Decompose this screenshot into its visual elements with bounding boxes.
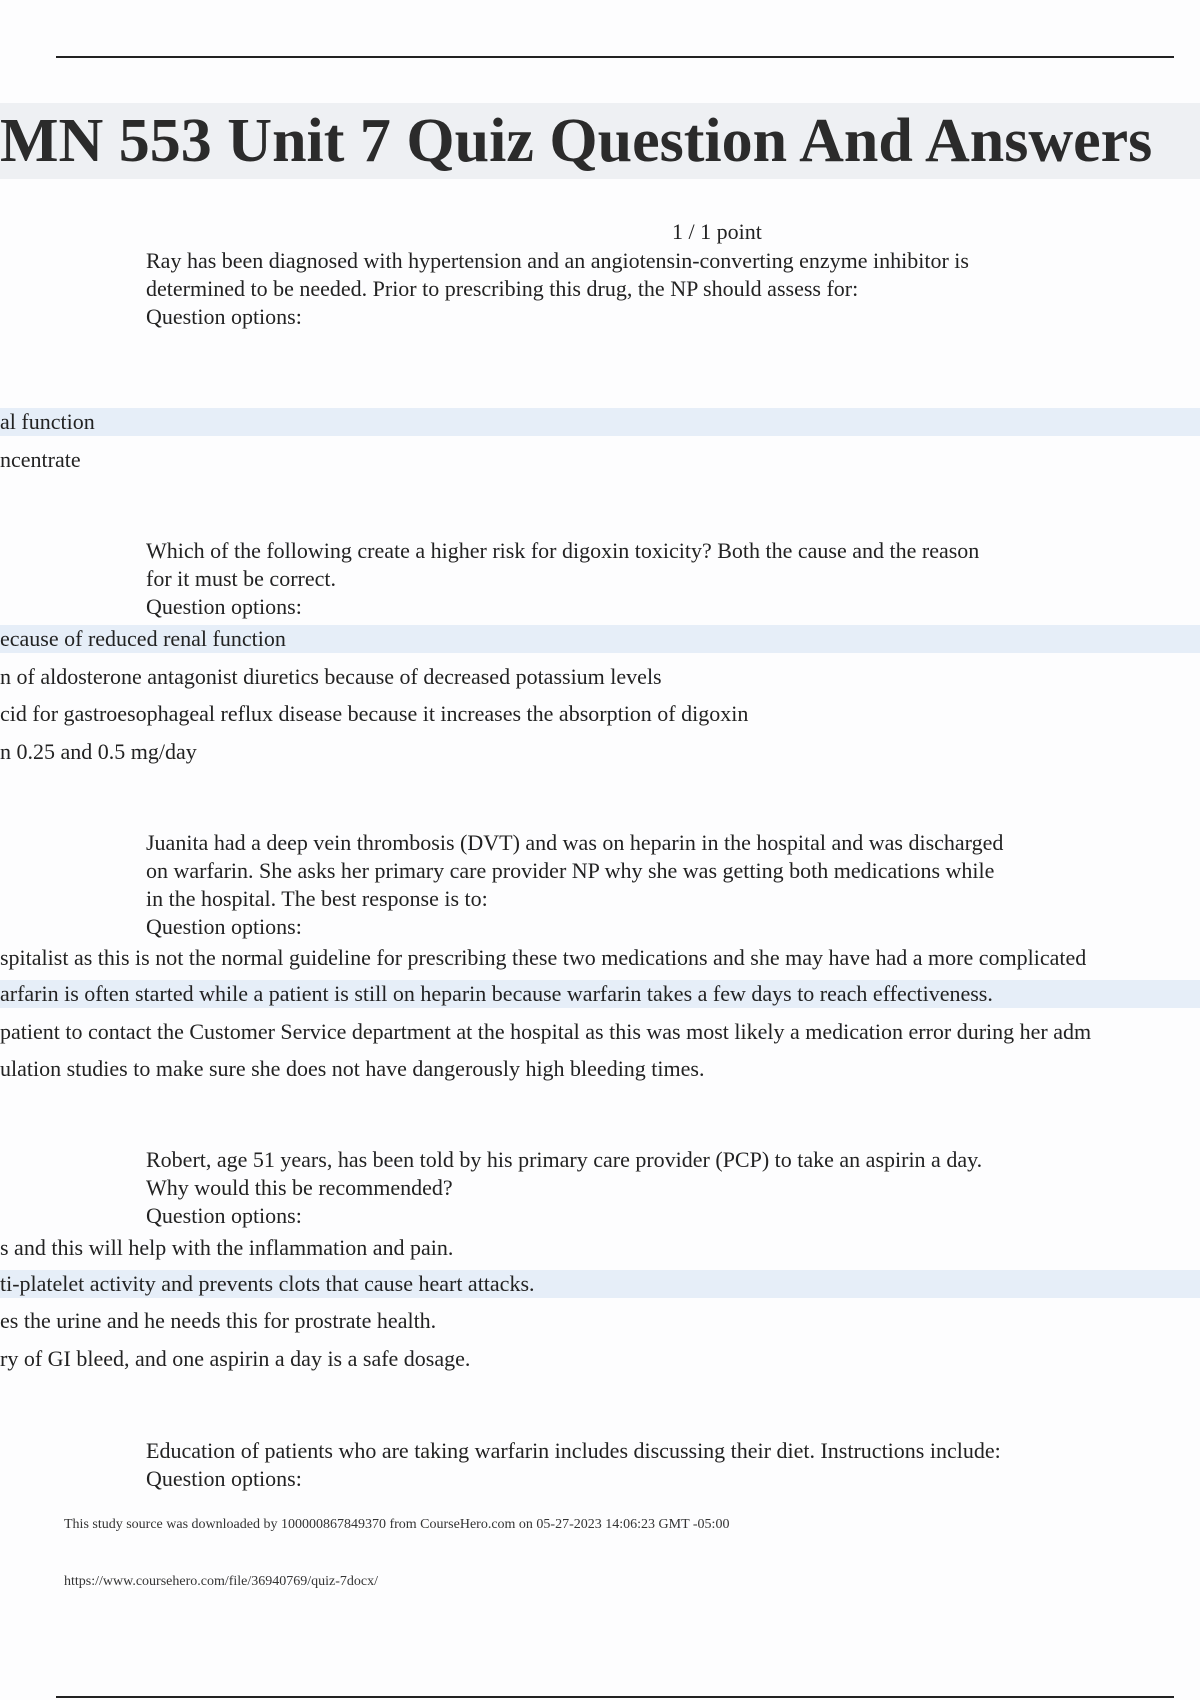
question-options-label: Question options: [146,914,302,939]
answer-option[interactable] [0,1270,1200,1298]
answer-option[interactable] [0,446,1200,474]
answer-option-text: n 0.25 and 0.5 mg/day [0,739,197,764]
question-2 [146,537,1106,621]
answer-option-text: al function [0,409,95,434]
question-text-line: on warfarin. She asks her primary care provider NP why she was getting both medications while [146,858,995,883]
question-options-label: Question options: [146,1203,302,1228]
answer-option-text: es the urine and he needs this for prostrate health. [0,1308,437,1333]
question-text-line: Juanita had a deep vein thrombosis (DVT) and was on heparin in the hospital and was discharged [146,830,1004,855]
answer-option-text: ecause of reduced renal function [0,626,286,651]
question-text-line: Education of patients who are taking warfarin includes discussing their diet. Instructions include: [146,1438,1001,1463]
question-options-label: Question options: [146,1466,302,1491]
answer-option[interactable] [0,738,1200,766]
answer-option-text: s and this will help with the inflammation and pain. [0,1235,454,1260]
question-options-label: Question options: [146,594,302,619]
question-4 [146,1146,1106,1230]
answer-option[interactable] [0,1307,1200,1335]
question-text-line: Robert, age 51 years, has been told by his primary care provider (PCP) to take an aspirin a day. [146,1147,983,1172]
question-5 [146,1437,1106,1493]
answer-option-text: cid for gastroesophageal reflux disease because it increases the absorption of digoxin [0,701,749,726]
answer-option-text: patient to contact the Customer Service department at the hospital as this was most likely a medication error during her adm [0,1019,1092,1044]
answer-option[interactable] [0,625,1200,653]
points-score: 1 / 1 point [672,219,762,244]
answer-option[interactable] [0,1234,1200,1262]
answer-option-text: ti-platelet activity and prevents clots that cause heart attacks. [0,1271,535,1296]
question-options-label: Question options: [146,304,302,329]
question-text-line: Why would this be recommended? [146,1175,453,1200]
answer-option-text: ry of GI bleed, and one aspirin a day is a safe dosage. [0,1346,471,1371]
answer-option[interactable] [0,980,1200,1008]
question-1 [146,247,1106,331]
answer-option[interactable] [0,1055,1200,1083]
question-text-line: Ray has been diagnosed with hypertension and an angiotensin-converting enzyme inhibitor is [146,248,969,273]
answer-option[interactable] [0,408,1200,436]
download-notice: This study source was downloaded by 100000867849370 from CourseHero.com on 05-27-2023 14:06:23 GMT -05:00 [64,1517,730,1532]
answer-option[interactable] [0,663,1200,691]
answer-option-text: ulation studies to make sure she does not have dangerously high bleeding times. [0,1056,705,1081]
question-text-line: determined to be needed. Prior to prescribing this drug, the NP should assess for: [146,276,859,301]
question-text-line: Which of the following create a higher risk for digoxin toxicity? Both the cause and the reason [146,538,980,563]
answer-option[interactable] [0,1018,1200,1046]
page-title: MN 553 Unit 7 Quiz Question And Answers [0,107,1153,175]
answer-option[interactable] [0,1345,1200,1373]
source-url[interactable]: https://www.coursehero.com/file/36940769/quiz-7docx/ [64,1574,379,1589]
answer-option-text: spitalist as this is not the normal guideline for prescribing these two medications and she may have had a more complicated [0,945,1087,970]
question-3 [146,829,1106,941]
bottom-rule [56,1696,1174,1698]
answer-option-text: n of aldosterone antagonist diuretics because of decreased potassium levels [0,664,662,689]
answer-option[interactable] [0,700,1200,728]
answer-option-text: ncentrate [0,447,81,472]
question-text-line: in the hospital. The best response is to: [146,886,488,911]
question-text-line: for it must be correct. [146,566,336,591]
answer-option[interactable] [0,944,1200,972]
answer-option-text: arfarin is often started while a patient is still on heparin because warfarin takes a few days to reach effectiveness. [0,981,993,1006]
top-rule [56,56,1174,58]
